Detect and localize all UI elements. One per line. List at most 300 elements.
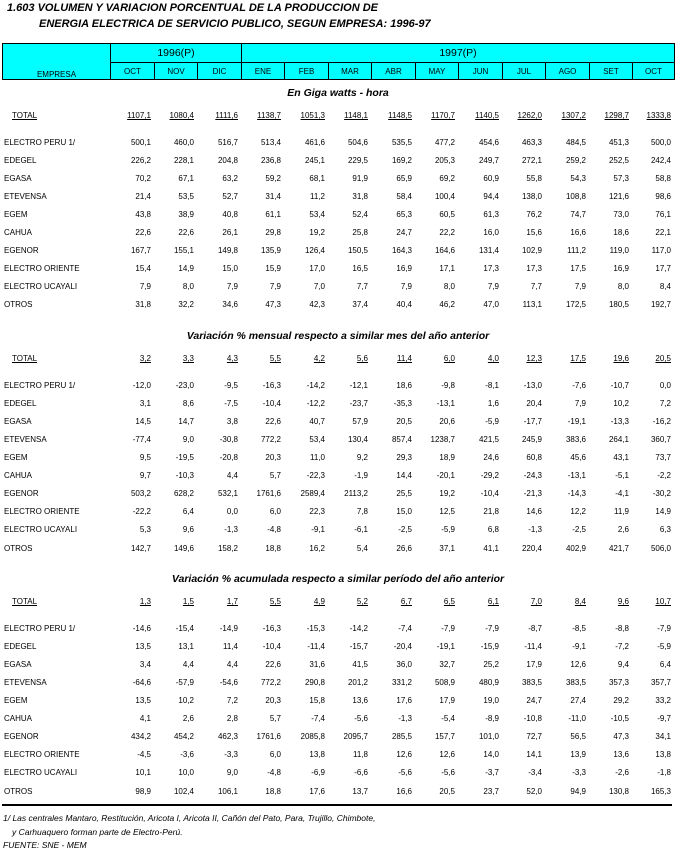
value-cell: 17,9: [526, 659, 542, 669]
value-cell: 7,7: [356, 282, 368, 292]
value-cell: 47,3: [613, 732, 629, 742]
value-cell: 4,3: [226, 353, 238, 363]
value-cell: 9,2: [356, 453, 368, 463]
value-cell: 37,4: [352, 300, 368, 310]
value-cell: -9,8: [441, 380, 455, 390]
value-cell: 6,0: [443, 353, 455, 363]
value-cell: 10,7: [655, 596, 671, 606]
row-label: ELECTRO UCAYALI: [4, 525, 78, 535]
table-row: [2, 655, 674, 673]
value-cell: 180,5: [608, 300, 629, 310]
value-cell: 236,8: [260, 155, 281, 165]
value-cell: 16,9: [613, 264, 629, 274]
value-cell: -7,9: [485, 623, 499, 633]
value-cell: 13,6: [613, 750, 629, 760]
value-cell: -7,9: [657, 623, 671, 633]
header-month: ENE: [242, 63, 285, 80]
value-cell: -5,6: [398, 768, 412, 778]
table-row: [2, 710, 674, 728]
value-cell: 383,6: [565, 434, 586, 444]
value-cell: 9,7: [139, 471, 151, 481]
value-cell: 5,3: [139, 525, 151, 535]
value-cell: 43,1: [613, 453, 629, 463]
value-cell: -5,6: [354, 714, 368, 724]
value-cell: 18,6: [396, 380, 412, 390]
value-cell: -24,3: [523, 471, 542, 481]
table-row: [2, 521, 674, 539]
value-cell: 5,7: [269, 471, 281, 481]
value-cell: 1080,4: [169, 110, 194, 120]
header-month: OCT: [111, 63, 155, 80]
value-cell: 53,4: [309, 210, 325, 220]
value-cell: 500,1: [130, 137, 151, 147]
value-cell: 74,7: [570, 210, 586, 220]
value-cell: 2095,7: [343, 732, 368, 742]
value-cell: -11,4: [524, 641, 542, 651]
value-cell: 52,0: [526, 786, 542, 796]
value-cell: 158,2: [217, 543, 238, 553]
value-cell: 20,5: [439, 786, 455, 796]
value-cell: -5,1: [615, 471, 629, 481]
value-cell: -7,9: [441, 623, 455, 633]
table-row: [2, 349, 674, 367]
value-cell: 8,0: [443, 282, 455, 292]
value-cell: -2,5: [398, 525, 412, 535]
value-cell: 14,0: [483, 750, 499, 760]
value-cell: 513,4: [260, 137, 281, 147]
value-cell: 6,3: [659, 525, 671, 535]
value-cell: 7,0: [313, 282, 325, 292]
row-spacer: [2, 124, 674, 133]
table-row: [2, 106, 674, 124]
value-cell: 18,8: [265, 786, 281, 796]
value-cell: 15,4: [135, 264, 151, 274]
value-cell: 1111,6: [215, 110, 238, 120]
row-label: EDEGEL: [4, 155, 37, 165]
value-cell: 20,6: [439, 416, 455, 426]
value-cell: 16,5: [352, 264, 368, 274]
value-cell: 6,0: [269, 507, 281, 517]
value-cell: 15,6: [526, 228, 542, 238]
value-cell: 69,2: [439, 173, 455, 183]
section-spacer: [2, 557, 674, 566]
value-cell: 857,4: [391, 434, 412, 444]
table-row: [2, 376, 674, 394]
value-cell: 169,2: [391, 155, 412, 165]
value-cell: 20,4: [526, 398, 542, 408]
value-cell: -23,0: [175, 380, 194, 390]
value-cell: 242,4: [650, 155, 671, 165]
value-cell: -29,2: [480, 471, 499, 481]
value-cell: 61,1: [265, 210, 281, 220]
value-cell: 2589,4: [300, 489, 325, 499]
value-cell: 1333,8: [646, 110, 671, 120]
value-cell: -20,4: [393, 641, 412, 651]
value-cell: 1148,1: [344, 110, 368, 120]
value-cell: 17,5: [570, 264, 586, 274]
row-label: EGEM: [4, 453, 28, 463]
value-cell: 454,2: [173, 732, 194, 742]
header-month: SET: [590, 63, 633, 80]
table-row: [2, 746, 674, 764]
value-cell: -13,1: [436, 398, 455, 408]
spacer-cell: [2, 314, 674, 323]
value-cell: 150,5: [347, 246, 368, 256]
value-cell: 9,6: [617, 596, 629, 606]
row-label: ETEVENSA: [4, 434, 47, 444]
row-label: OTROS: [4, 300, 33, 310]
value-cell: 13,1: [178, 641, 194, 651]
value-cell: 101,0: [478, 732, 499, 742]
value-cell: 157,7: [434, 732, 455, 742]
value-cell: 13,5: [135, 696, 151, 706]
value-cell: 11,8: [353, 750, 368, 760]
value-cell: -20,8: [219, 453, 238, 463]
row-label: CAHUA: [4, 228, 33, 238]
value-cell: 22,6: [265, 416, 281, 426]
value-cell: 9,0: [182, 434, 194, 444]
value-cell: 119,0: [609, 246, 629, 256]
row-label: TOTAL: [12, 596, 38, 606]
value-cell: 33,2: [655, 696, 671, 706]
value-cell: 43,8: [135, 210, 151, 220]
value-cell: 462,3: [217, 732, 238, 742]
value-cell: 14,6: [526, 507, 542, 517]
value-cell: 40,4: [396, 300, 412, 310]
value-cell: 10,2: [178, 696, 194, 706]
header-month: FEB: [285, 63, 329, 80]
value-cell: -7,2: [615, 641, 629, 651]
value-cell: 17,6: [309, 786, 325, 796]
value-cell: -13,0: [523, 380, 542, 390]
value-cell: 2113,2: [344, 489, 368, 499]
value-cell: -5,6: [441, 768, 455, 778]
table-row: [2, 133, 674, 151]
value-cell: -10,4: [480, 489, 499, 499]
value-cell: -14,2: [306, 380, 325, 390]
value-cell: -15,4: [175, 623, 194, 633]
value-cell: 22,6: [135, 228, 151, 238]
value-cell: 16,0: [483, 228, 499, 238]
spacer-cell: [2, 367, 674, 376]
value-cell: 57,9: [352, 416, 368, 426]
value-cell: 1298,7: [604, 110, 629, 120]
value-cell: 532,1: [217, 489, 238, 499]
value-cell: -13,3: [610, 416, 629, 426]
value-cell: 65,9: [396, 173, 412, 183]
value-cell: -12,2: [306, 398, 325, 408]
value-cell: 41,5: [352, 659, 368, 669]
table-row: [2, 224, 674, 242]
value-cell: 72,7: [526, 732, 542, 742]
row-label: ELECTRO PERU 1/: [4, 137, 76, 147]
value-cell: 16,6: [570, 228, 586, 238]
value-cell: 26,1: [222, 228, 238, 238]
value-cell: 6,4: [182, 507, 194, 517]
value-cell: 506,0: [650, 543, 671, 553]
value-cell: 19,6: [613, 353, 629, 363]
value-cell: 17,5: [570, 353, 586, 363]
table-row: [2, 467, 674, 485]
value-cell: -7,4: [311, 714, 325, 724]
value-cell: -2,6: [615, 768, 629, 778]
value-cell: 17,1: [439, 264, 455, 274]
value-cell: 7,9: [269, 282, 281, 292]
row-label: TOTAL: [12, 353, 38, 363]
value-cell: 40,7: [309, 416, 325, 426]
value-cell: 1,3: [139, 596, 151, 606]
value-cell: -15,9: [480, 641, 499, 651]
value-cell: 12,6: [396, 750, 412, 760]
value-cell: -3,7: [485, 768, 499, 778]
value-cell: 12,6: [570, 659, 586, 669]
table-row: [2, 637, 674, 655]
value-cell: -8,8: [615, 623, 629, 633]
value-cell: 15,9: [265, 264, 281, 274]
value-cell: -10,4: [262, 641, 281, 651]
value-cell: 121,6: [608, 191, 629, 201]
source-note: FUENTE: SNE - MEM: [3, 840, 87, 850]
row-label: CAHUA: [4, 714, 33, 724]
table-row: [2, 296, 674, 314]
value-cell: 460,0: [173, 137, 194, 147]
value-cell: 245,9: [521, 434, 542, 444]
value-cell: 5,4: [356, 543, 368, 553]
header-month: MAR: [329, 63, 372, 80]
value-cell: 19,2: [309, 228, 325, 238]
value-cell: 504,6: [347, 137, 368, 147]
header-month: JUN: [459, 63, 503, 80]
header-month: ABR: [372, 63, 416, 80]
value-cell: 628,2: [173, 489, 194, 499]
value-cell: 6,0: [269, 750, 281, 760]
value-cell: -20,1: [436, 471, 455, 481]
value-cell: 42,3: [309, 300, 325, 310]
value-cell: 73,7: [655, 453, 671, 463]
value-cell: -1,3: [224, 525, 238, 535]
value-cell: -22,3: [306, 471, 325, 481]
value-cell: 14,9: [655, 507, 671, 517]
value-cell: 19,0: [483, 696, 499, 706]
value-cell: 4,0: [487, 353, 499, 363]
value-cell: 131,4: [478, 246, 499, 256]
value-cell: 8,4: [574, 596, 586, 606]
value-cell: 22,6: [265, 659, 281, 669]
value-cell: 451,3: [608, 137, 629, 147]
row-spacer: [2, 367, 674, 376]
value-cell: 24,6: [483, 453, 499, 463]
value-cell: 7,0: [530, 596, 542, 606]
value-cell: -10,5: [610, 714, 629, 724]
spacer-cell: [2, 124, 674, 133]
value-cell: 32,2: [178, 300, 194, 310]
value-cell: -19,1: [567, 416, 586, 426]
value-cell: 192,7: [650, 300, 671, 310]
value-cell: -3,3: [572, 768, 586, 778]
value-cell: -16,2: [652, 416, 671, 426]
value-cell: 52,7: [222, 191, 238, 201]
value-cell: 29,8: [265, 228, 281, 238]
header-month: JUL: [503, 63, 546, 80]
value-cell: 76,1: [655, 210, 671, 220]
value-cell: 20,3: [265, 453, 281, 463]
value-cell: 7,8: [356, 507, 368, 517]
table-row: [2, 485, 674, 503]
value-cell: 508,9: [434, 677, 455, 687]
row-label: ELECTRO UCAYALI: [4, 282, 78, 292]
value-cell: 94,9: [570, 786, 586, 796]
value-cell: 5,5: [269, 353, 281, 363]
value-cell: 40,8: [222, 210, 238, 220]
value-cell: 1238,7: [430, 434, 455, 444]
value-cell: 12,6: [439, 750, 455, 760]
value-cell: 7,9: [574, 398, 586, 408]
value-cell: 18,8: [265, 543, 281, 553]
value-cell: 15,8: [309, 696, 325, 706]
value-cell: 201,2: [347, 677, 368, 687]
value-cell: 149,8: [217, 246, 238, 256]
value-cell: 7,9: [226, 282, 238, 292]
value-cell: 5,7: [269, 714, 281, 724]
value-cell: 91,9: [352, 173, 368, 183]
value-cell: -54,6: [219, 677, 238, 687]
table-row: [2, 169, 674, 187]
value-cell: 2,6: [182, 714, 194, 724]
value-cell: 9,0: [226, 768, 238, 778]
value-cell: 220,4: [521, 543, 542, 553]
value-cell: 54,3: [570, 173, 586, 183]
table-title-line2: ENERGIA ELECTRICA DE SERVICIO PUBLICO, SEGUN EMPRESA: 1996-97: [39, 18, 431, 30]
value-cell: 32,7: [439, 659, 455, 669]
value-cell: 5,2: [356, 596, 368, 606]
value-cell: -1,8: [657, 768, 671, 778]
row-label: CAHUA: [4, 471, 33, 481]
value-cell: 10,0: [178, 768, 194, 778]
row-label: ETEVENSA: [4, 191, 47, 201]
value-cell: -10,4: [262, 398, 281, 408]
row-label: OTROS: [4, 786, 33, 796]
value-cell: 6,4: [659, 659, 671, 669]
table-row: [2, 187, 674, 205]
value-cell: 15,0: [396, 507, 412, 517]
row-label: EDEGEL: [4, 398, 37, 408]
value-cell: -19,5: [175, 453, 194, 463]
value-cell: -11,4: [307, 641, 325, 651]
value-cell: -21,3: [523, 489, 542, 499]
value-cell: 0,0: [226, 507, 238, 517]
value-cell: -4,8: [267, 525, 281, 535]
value-cell: 16,9: [396, 264, 412, 274]
value-cell: -8,9: [485, 714, 499, 724]
value-cell: -30,8: [219, 434, 238, 444]
value-cell: 117,0: [651, 246, 671, 256]
value-cell: 17,3: [483, 264, 499, 274]
row-label: OTROS: [4, 543, 33, 553]
value-cell: 1140,5: [475, 110, 499, 120]
header-empresa: EMPRESA: [3, 44, 111, 80]
spacer-cell: [2, 610, 674, 619]
value-cell: 65,3: [396, 210, 412, 220]
value-cell: -10,3: [175, 471, 194, 481]
value-cell: 98,9: [135, 786, 151, 796]
value-cell: 24,7: [526, 696, 542, 706]
value-cell: 4,4: [226, 471, 238, 481]
value-cell: 228,1: [173, 155, 194, 165]
row-label: EGENOR: [4, 489, 39, 499]
value-cell: 130,4: [347, 434, 368, 444]
value-cell: 47,3: [265, 300, 281, 310]
value-cell: -30,2: [652, 489, 671, 499]
value-cell: 5,6: [356, 353, 368, 363]
value-cell: -14,9: [219, 623, 238, 633]
value-cell: -9,7: [657, 714, 671, 724]
value-cell: 1,7: [226, 596, 238, 606]
value-cell: 1,6: [487, 398, 499, 408]
value-cell: -16,3: [262, 623, 281, 633]
value-cell: 535,5: [391, 137, 412, 147]
value-cell: 402,9: [565, 543, 586, 553]
value-cell: 383,5: [521, 677, 542, 687]
value-cell: 13,8: [309, 750, 325, 760]
value-cell: 1761,6: [256, 732, 281, 742]
value-cell: 165,3: [650, 786, 671, 796]
value-cell: 252,5: [608, 155, 629, 165]
value-cell: -16,3: [262, 380, 281, 390]
value-cell: -10,7: [610, 380, 629, 390]
value-cell: 14,1: [526, 750, 542, 760]
footnote-2: y Carhuaquero forman parte de Electro-Perú.: [12, 827, 183, 837]
value-cell: 9,4: [617, 659, 629, 669]
row-label: ELECTRO ORIENTE: [4, 750, 80, 760]
value-cell: -8,1: [485, 380, 499, 390]
value-cell: 38,9: [178, 210, 194, 220]
value-cell: 7,2: [226, 696, 238, 706]
value-cell: 14,4: [396, 471, 412, 481]
value-cell: 15,0: [222, 264, 238, 274]
data-table: [2, 80, 674, 800]
value-cell: -15,7: [349, 641, 368, 651]
value-cell: -3,6: [180, 750, 194, 760]
value-cell: -3,3: [224, 750, 238, 760]
value-cell: 155,1: [173, 246, 194, 256]
value-cell: 17,6: [396, 696, 412, 706]
value-cell: 11,2: [310, 191, 325, 201]
section-title-row: [2, 80, 674, 106]
value-cell: -4,8: [267, 768, 281, 778]
value-cell: 2085,8: [300, 732, 325, 742]
value-cell: -2,5: [572, 525, 586, 535]
value-cell: 17,9: [439, 696, 455, 706]
value-cell: 2,6: [617, 525, 629, 535]
value-cell: 1051,3: [300, 110, 325, 120]
value-cell: 10,1: [135, 768, 151, 778]
value-cell: 1138,7: [257, 110, 281, 120]
section-title: Variación % acumulada respecto a similar período del año anterior: [171, 573, 505, 586]
value-cell: -64,6: [132, 677, 151, 687]
value-cell: 3,8: [226, 416, 238, 426]
value-cell: 22,3: [309, 507, 325, 517]
value-cell: 13,8: [655, 750, 671, 760]
value-cell: 20,5: [655, 353, 671, 363]
header-month: NOV: [155, 63, 198, 80]
value-cell: 67,1: [178, 173, 194, 183]
value-cell: 13,7: [352, 786, 368, 796]
table-row: [2, 764, 674, 782]
value-cell: 20,3: [265, 696, 281, 706]
value-cell: 434,2: [130, 732, 151, 742]
value-cell: -35,3: [393, 398, 412, 408]
value-cell: 167,7: [130, 246, 151, 256]
